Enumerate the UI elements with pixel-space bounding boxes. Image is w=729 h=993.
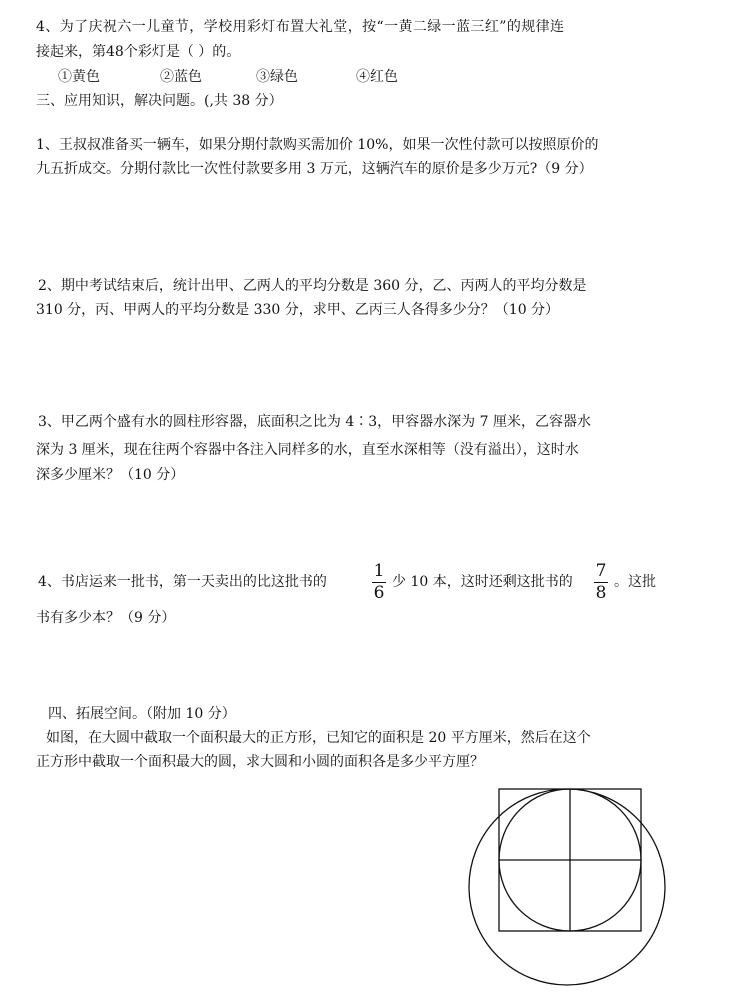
problem-4-line-2: 书有多少本？（9 分） bbox=[36, 610, 176, 626]
section-4-line-2: 正方形中截取一个面积最大的圆，求大圆和小圆的面积各是多少平方厘？ bbox=[36, 754, 484, 770]
problem-3-line-2: 深为 3 厘米，现在往两个容器中各注入同样多的水，直至水深相等（没有溢出），这时水 bbox=[36, 442, 579, 458]
fraction-1-numerator: 1 bbox=[373, 561, 385, 581]
section-4-title: 四、拓展空间。（附加 10 分） bbox=[48, 706, 236, 722]
fraction-2-denominator: 8 bbox=[595, 583, 607, 603]
problem-2-line-2: 310 分，丙、甲两人的平均分数是 330 分，求甲、乙丙三人各得多少分？（10 分） bbox=[36, 302, 560, 318]
section-3-title: 三、应用知识，解决问题。(,共 38 分） bbox=[36, 93, 283, 109]
fraction-one-sixth bbox=[372, 562, 386, 603]
problem-4-text-1: 4、书店运来一批书，第一天卖出的比这批书的 bbox=[38, 574, 327, 590]
section-4-line-1: 如图，在大圆中截取一个面积最大的正方形，已知它的面积是 20 平方厘米，然后在这个 bbox=[46, 730, 591, 746]
fraction-2-numerator: 7 bbox=[595, 561, 607, 581]
fraction-seven-eighths bbox=[594, 562, 608, 603]
q4-option-3: ③绿色 bbox=[256, 69, 298, 85]
problem-1-line-2: 九五折成交。分期付款比一次性付款要多用 3 万元，这辆汽车的原价是多少万元?（9 分） bbox=[36, 161, 593, 177]
problem-2-line-1: 2、期中考试结束后，统计出甲、乙两人的平均分数是 360 分，乙、丙两人的平均分数是 bbox=[38, 278, 587, 294]
q4-option-4: ④红色 bbox=[356, 69, 398, 85]
problem-4-text-3: 。这批 bbox=[614, 574, 656, 590]
problem-1-line-1: 1、王叔叔准备买一辆车，如果分期付款购买需加价 10%，如果一次性付款可以按照原价的 bbox=[36, 137, 599, 153]
problem-3-line-1: 3、甲乙两个盛有水的圆柱形容器，底面积之比为 4∶3，甲容器水深为 7 厘米，乙容器水 bbox=[38, 414, 591, 430]
problem-3-line-3: 深多少厘米？（10 分） bbox=[36, 467, 185, 483]
fraction-1-denominator: 6 bbox=[373, 583, 385, 603]
circle-square-figure bbox=[466, 786, 666, 986]
q4-option-1: ①黄色 bbox=[58, 69, 100, 85]
q4-line-1: 4、为了庆祝六一儿童节，学校用彩灯布置大礼堂，按“一黄二绿一蓝三红”的规律连 bbox=[36, 19, 565, 35]
q4-option-2: ②蓝色 bbox=[160, 69, 202, 85]
problem-4-text-2: 少 10 本，这时还剩这批书的 bbox=[392, 574, 573, 590]
q4-line-2: 接起来，第48个彩灯是（ ）的。 bbox=[36, 44, 241, 60]
